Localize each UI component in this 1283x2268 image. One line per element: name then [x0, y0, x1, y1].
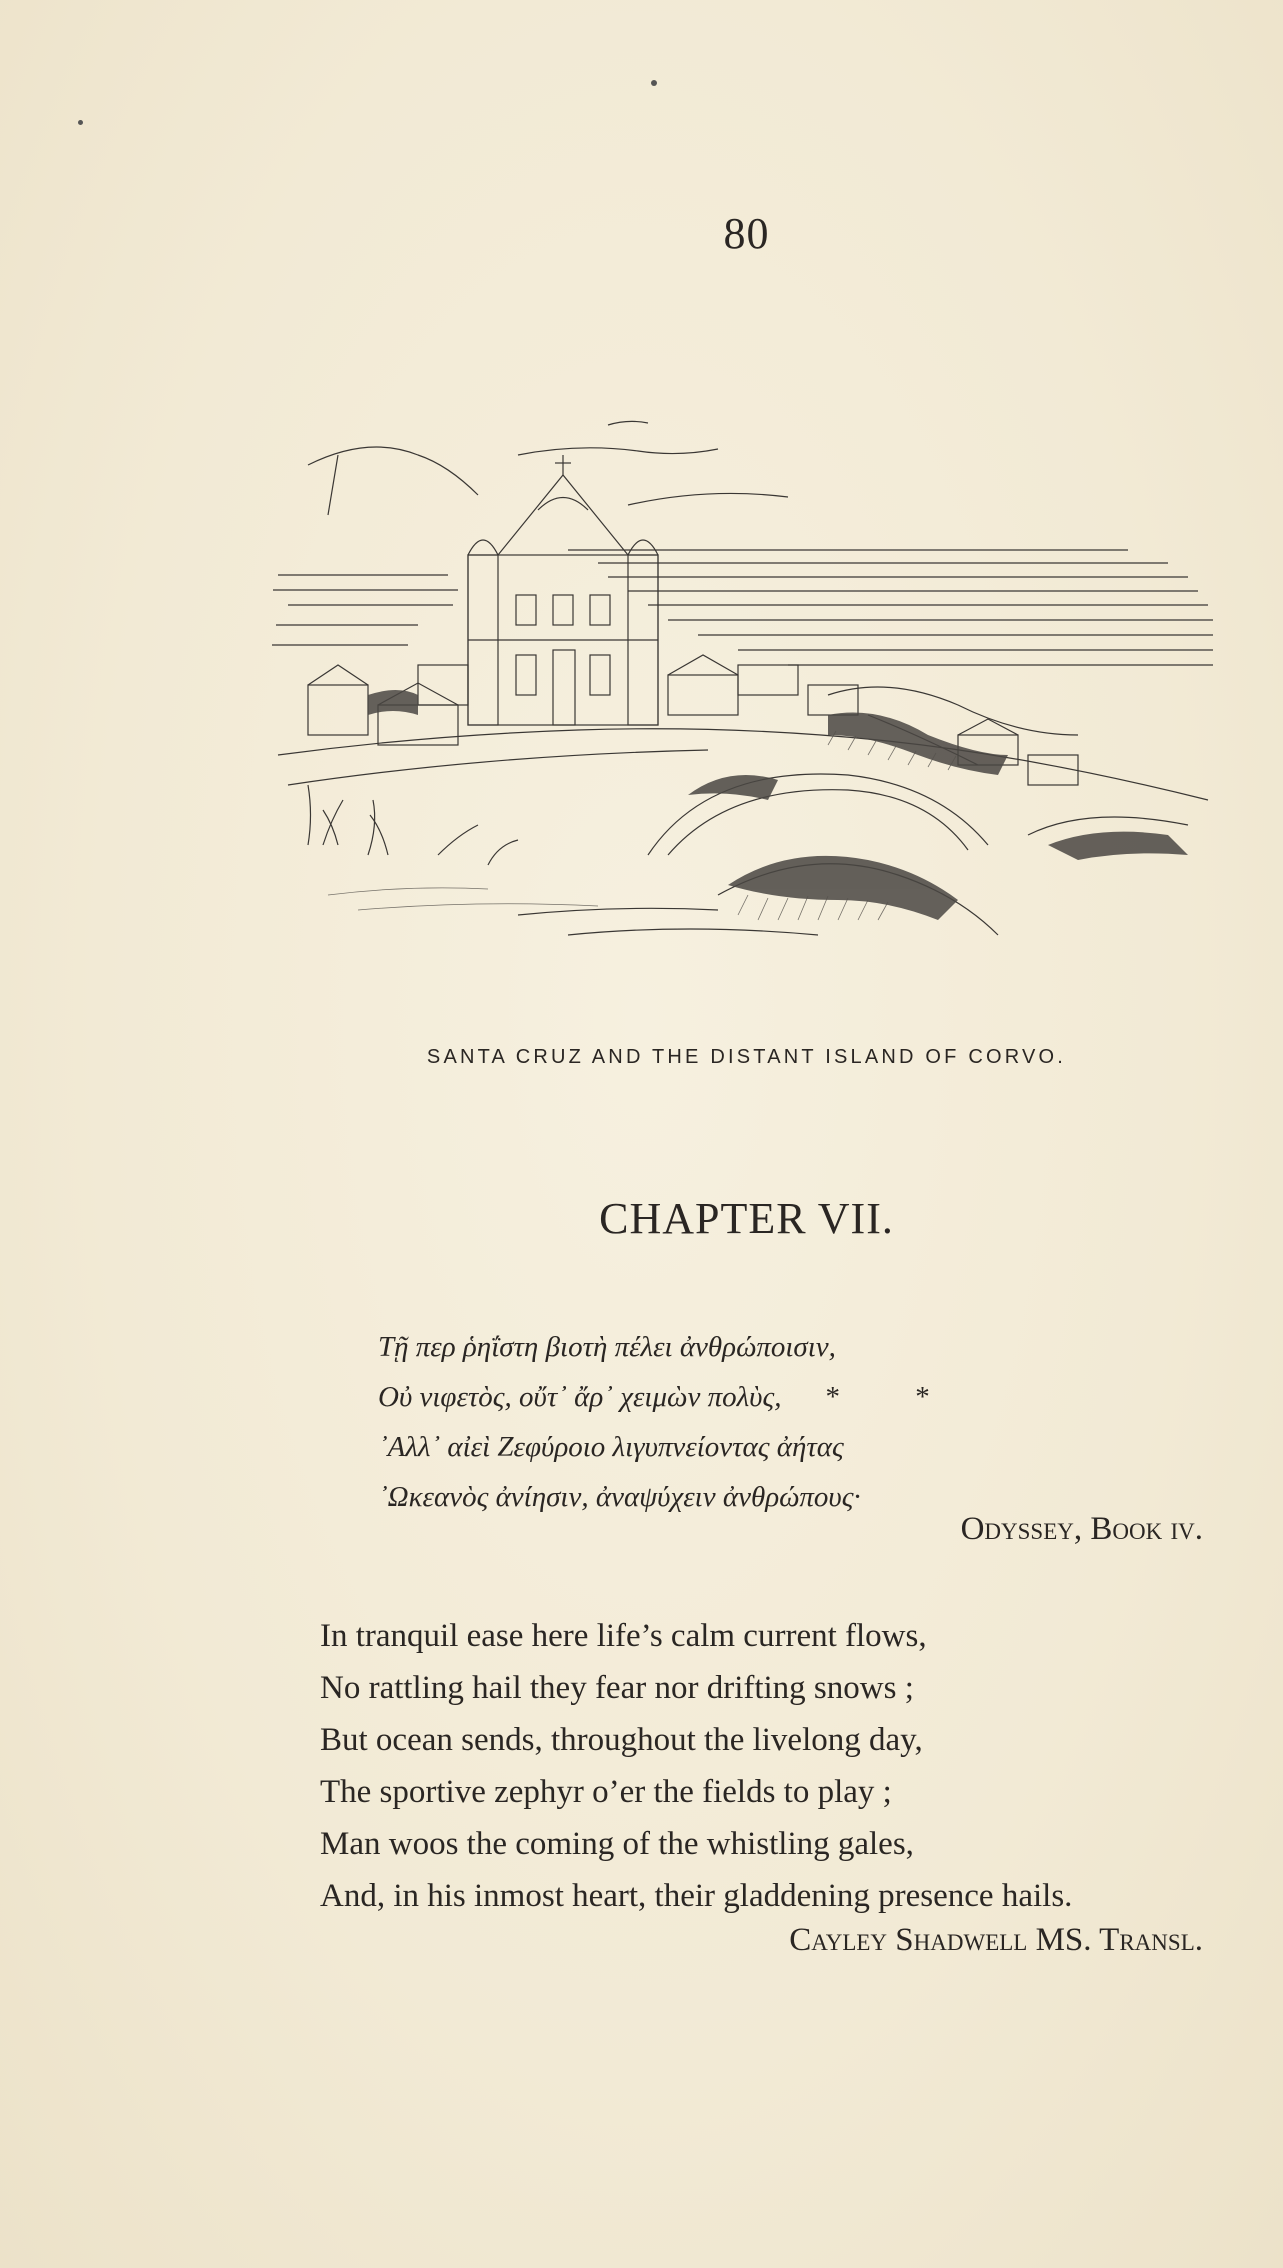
poem-line: No rattling hail they fear nor drifting snows ; [320, 1670, 914, 1706]
page-number: 80 [723, 209, 770, 258]
greek-line-text: Οὐ νιφετὸς, οὔτ᾽ ἄρ᾽ χειμὼν πολὺς, [378, 1381, 782, 1413]
poem-line: But ocean sends, throughout the livelong day, [320, 1722, 923, 1758]
illustration-caption: SANTA CRUZ AND THE DISTANT ISLAND OF CORVO. [426, 1046, 1067, 1068]
ellipsis-stars: * * [825, 1381, 964, 1413]
poem-line: And, in his inmost heart, their gladdening presence hails. [320, 1878, 1073, 1914]
greek-epigraph [378, 1322, 1198, 1522]
poem-line: Man woos the coming of the whistling gales, [320, 1826, 914, 1862]
greek-line: ᾽Αλλ᾽ αἰεὶ Ζεφύροιο λιγυπνείοντας ἀήτας [378, 1431, 844, 1463]
translation-poem [320, 1610, 1240, 1922]
chapter-title: CHAPTER VII. [599, 1194, 894, 1243]
poem-line: The sportive zephyr o’er the fields to play ; [320, 1774, 892, 1810]
engraving-illustration [268, 415, 1218, 955]
greek-line: ᾽Ωκεανὸς ἀνίησιν, ἀναψύχειν ἀνθρώπους· [378, 1481, 861, 1513]
epigraph-attribution: Odyssey, Book iv. [960, 1511, 1203, 1547]
greek-line: Τῇ περ ῥηΐστη βιοτὴ πέλει ἀνθρώποισιν, [378, 1331, 836, 1363]
translation-attribution: Cayley Shadwell MS. Transl. [789, 1922, 1203, 1958]
poem-line: In tranquil ease here life’s calm current flows, [320, 1618, 927, 1654]
ink-speck [651, 80, 657, 86]
ink-speck [78, 120, 83, 125]
greek-line [378, 1372, 1198, 1422]
